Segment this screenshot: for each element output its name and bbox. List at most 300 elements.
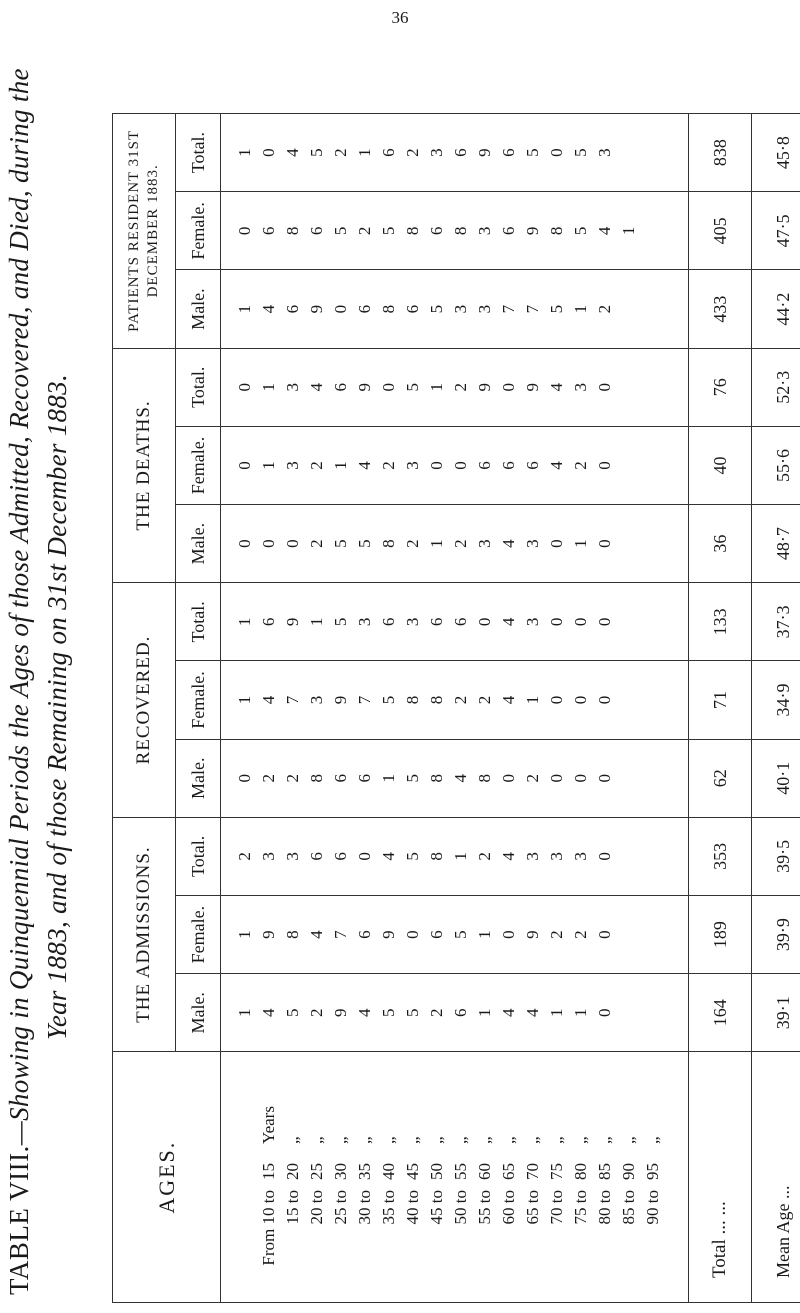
table-cell: 8 bbox=[475, 773, 494, 783]
column-rem_t bbox=[221, 114, 689, 192]
table-cell: 0 bbox=[235, 461, 254, 470]
total-value: 405 bbox=[689, 192, 752, 270]
age-from: 60 to bbox=[498, 1190, 518, 1225]
table-cell: 4 bbox=[283, 148, 302, 157]
table-cell: 1 bbox=[427, 383, 446, 392]
ages-header: AGES. bbox=[113, 1052, 221, 1303]
mean-age-value: 39·9 bbox=[752, 896, 800, 974]
table-cell: 1 bbox=[259, 461, 278, 470]
total-value: 71 bbox=[689, 661, 752, 739]
table-cell: 0 bbox=[595, 1008, 614, 1018]
table-cell: 0 bbox=[595, 617, 614, 627]
table-cell: 3 bbox=[547, 852, 566, 861]
total-header: Total. bbox=[176, 817, 221, 895]
age-to: 55 bbox=[450, 1163, 470, 1180]
table-cell: 8 bbox=[307, 773, 326, 783]
age-to: 20 bbox=[282, 1163, 302, 1180]
table-cell: 3 bbox=[259, 852, 278, 861]
table-cell: 4 bbox=[307, 930, 326, 939]
age-unit: „ bbox=[306, 1136, 326, 1144]
table-cell: 0 bbox=[547, 773, 566, 783]
table-cell: 1 bbox=[571, 539, 590, 548]
table-cell: 4 bbox=[595, 226, 614, 236]
age-ranges-cell bbox=[221, 1052, 689, 1303]
age-to: 95 bbox=[642, 1163, 662, 1180]
table-cell: 5 bbox=[403, 1008, 422, 1018]
column-adm_f bbox=[221, 896, 689, 974]
table-cell: 3 bbox=[523, 852, 542, 861]
table-cell: 8 bbox=[379, 539, 398, 548]
age-range-row bbox=[569, 1052, 593, 1302]
recovered-header: RECOVERED. bbox=[113, 583, 176, 818]
table-cell: 9 bbox=[331, 695, 350, 705]
table-cell: 4 bbox=[259, 1008, 278, 1018]
table-cell: 0 bbox=[499, 773, 518, 783]
table-cell: 2 bbox=[283, 773, 302, 783]
table-cell: 3 bbox=[283, 461, 302, 470]
mean-age-value: 47·5 bbox=[752, 192, 800, 270]
remaining-header: PATIENTS RESIDENT 31ST DECEMBER 1883. bbox=[113, 114, 176, 349]
table-cell: 0 bbox=[475, 617, 494, 627]
total-header: Total. bbox=[176, 348, 221, 426]
table-cell: 6 bbox=[259, 617, 278, 627]
table-cell: 6 bbox=[451, 1008, 470, 1018]
table-cell: 4 bbox=[547, 383, 566, 392]
age-range-row bbox=[425, 1052, 449, 1302]
table-cell: 1 bbox=[235, 304, 254, 314]
table-cell: 0 bbox=[235, 539, 254, 548]
table-cell: 8 bbox=[451, 226, 470, 236]
mean-age-label: Mean Age ... bbox=[752, 1052, 800, 1303]
table-cell: 2 bbox=[475, 852, 494, 861]
table-cell: 2 bbox=[427, 1008, 446, 1018]
table-cell bbox=[617, 583, 641, 660]
age-unit: „ bbox=[642, 1136, 662, 1144]
age-from: 80 to bbox=[594, 1190, 614, 1225]
age-to: 35 bbox=[354, 1163, 374, 1180]
age-from: 35 to bbox=[378, 1190, 398, 1225]
table-cell: 3 bbox=[283, 852, 302, 861]
table-cell: 6 bbox=[451, 617, 470, 627]
table-cell: 3 bbox=[307, 695, 326, 705]
table-cell: 6 bbox=[427, 617, 446, 627]
table-cell: 6 bbox=[355, 773, 374, 783]
age-from: From 10 to bbox=[258, 1190, 278, 1266]
table-cell: 1 bbox=[235, 617, 254, 627]
table-cell: 9 bbox=[355, 383, 374, 392]
female-header: Female. bbox=[176, 426, 221, 504]
mean-age-value: 34·9 bbox=[752, 661, 800, 739]
table-cell: 4 bbox=[499, 695, 518, 705]
table-cell: 9 bbox=[331, 1008, 350, 1018]
table-cell: 2 bbox=[451, 539, 470, 548]
table-cell: 0 bbox=[235, 383, 254, 392]
age-unit: „ bbox=[546, 1136, 566, 1144]
age-unit: „ bbox=[522, 1136, 542, 1144]
mean-age-value: 39·5 bbox=[752, 817, 800, 895]
table-cell: 2 bbox=[307, 461, 326, 470]
table-cell: 0 bbox=[595, 695, 614, 705]
table-cell: 1 bbox=[571, 1008, 590, 1018]
table-cell: 5 bbox=[283, 1008, 302, 1018]
table-cell: 5 bbox=[523, 148, 542, 157]
table-cell: 0 bbox=[595, 773, 614, 783]
table-cell: 8 bbox=[427, 695, 446, 705]
age-from: 75 to bbox=[570, 1190, 590, 1225]
total-header: Total. bbox=[176, 114, 221, 192]
table-cell: 0 bbox=[595, 539, 614, 548]
table-cell: 5 bbox=[571, 226, 590, 236]
column-adm_t bbox=[221, 817, 689, 895]
table-cell: 7 bbox=[283, 695, 302, 705]
table-cell: 1 bbox=[427, 539, 446, 548]
column-dth_m bbox=[221, 505, 689, 583]
age-to: 65 bbox=[498, 1163, 518, 1180]
table-cell: 6 bbox=[355, 930, 374, 939]
age-from: 25 to bbox=[330, 1190, 350, 1225]
table-cell: 3 bbox=[523, 617, 542, 627]
table-cell: 1 bbox=[331, 461, 350, 470]
table-cell: 5 bbox=[403, 773, 422, 783]
deaths-header: THE DEATHS. bbox=[113, 348, 176, 583]
table-cell: 3 bbox=[355, 617, 374, 627]
table-cell: 7 bbox=[523, 304, 542, 314]
table-number: TABLE VIII. bbox=[4, 1145, 34, 1295]
table-cell: 6 bbox=[403, 304, 422, 314]
table-cell: 0 bbox=[259, 148, 278, 157]
table-cell: 4 bbox=[451, 773, 470, 783]
table-cell: 0 bbox=[547, 695, 566, 705]
page-number: 36 bbox=[391, 8, 409, 27]
total-label: Total ... ... bbox=[689, 1052, 752, 1303]
table-cell: 1 bbox=[235, 930, 254, 939]
age-range-row bbox=[329, 1052, 353, 1302]
total-value: 133 bbox=[689, 583, 752, 661]
age-unit: „ bbox=[282, 1136, 302, 1144]
age-to: 50 bbox=[426, 1163, 446, 1180]
column-dth_f bbox=[221, 426, 689, 504]
age-range-row bbox=[353, 1052, 377, 1302]
total-value: 433 bbox=[689, 270, 752, 348]
table-cell: 0 bbox=[571, 617, 590, 627]
table-cell: 6 bbox=[355, 304, 374, 314]
age-from: 30 to bbox=[354, 1190, 374, 1225]
male-header: Male. bbox=[176, 270, 221, 348]
age-unit: Years bbox=[258, 1106, 278, 1144]
age-to: 45 bbox=[402, 1163, 422, 1180]
table-cell: 2 bbox=[307, 539, 326, 548]
total-value: 164 bbox=[689, 974, 752, 1052]
age-to: 70 bbox=[522, 1163, 542, 1180]
table-cell: 0 bbox=[571, 773, 590, 783]
table-cell: 0 bbox=[283, 539, 302, 548]
age-unit: „ bbox=[474, 1136, 494, 1144]
table-cell: 5 bbox=[355, 539, 374, 548]
mean-age-value: 55·6 bbox=[752, 426, 800, 504]
column-dth_t bbox=[221, 348, 689, 426]
mean-age-value: 52·3 bbox=[752, 348, 800, 426]
table-cell: 8 bbox=[403, 226, 422, 236]
table-cell: 2 bbox=[259, 773, 278, 783]
age-from: 55 to bbox=[474, 1190, 494, 1225]
table-cell: 2 bbox=[451, 383, 470, 392]
table-cell: 8 bbox=[403, 695, 422, 705]
table-cell: 0 bbox=[547, 539, 566, 548]
total-value: 36 bbox=[689, 505, 752, 583]
table-cell: 8 bbox=[283, 226, 302, 236]
table-cell: 4 bbox=[547, 461, 566, 470]
table-cell: 2 bbox=[403, 148, 422, 157]
age-unit: „ bbox=[570, 1136, 590, 1144]
table-cell: 9 bbox=[379, 930, 398, 939]
table-cell: 1 bbox=[355, 148, 374, 157]
table-cell: 3 bbox=[283, 383, 302, 392]
table-cell: 3 bbox=[571, 852, 590, 861]
table-cell: 0 bbox=[235, 773, 254, 783]
table-cell: 5 bbox=[307, 148, 326, 157]
table-cell: 4 bbox=[259, 695, 278, 705]
table-cell: 6 bbox=[307, 852, 326, 861]
table-cell: 4 bbox=[499, 539, 518, 548]
table-cell: 5 bbox=[331, 226, 350, 236]
table-cell: 6 bbox=[499, 226, 518, 236]
age-range-row bbox=[617, 1052, 641, 1302]
table-cell: 3 bbox=[595, 148, 614, 157]
total-value: 189 bbox=[689, 896, 752, 974]
column-rec_t bbox=[221, 583, 689, 661]
age-to: 75 bbox=[546, 1163, 566, 1180]
table-cell: 0 bbox=[427, 461, 446, 470]
age-range-row bbox=[305, 1052, 329, 1302]
age-from: 90 to bbox=[642, 1190, 662, 1225]
table-cell: 1 bbox=[235, 148, 254, 157]
table-cell: 4 bbox=[499, 1008, 518, 1018]
table-cell: 4 bbox=[379, 852, 398, 861]
table-cell: 2 bbox=[571, 461, 590, 470]
column-rem_f bbox=[221, 192, 689, 270]
male-header: Male. bbox=[176, 739, 221, 817]
mean-age-value: 37·3 bbox=[752, 583, 800, 661]
table-cell bbox=[617, 661, 641, 738]
age-from: 15 to bbox=[282, 1190, 302, 1225]
table-cell: 2 bbox=[331, 148, 350, 157]
table-cell: 6 bbox=[331, 773, 350, 783]
age-to: 25 bbox=[306, 1163, 326, 1180]
age-from: 65 to bbox=[522, 1190, 542, 1225]
age-to: 80 bbox=[570, 1163, 590, 1180]
total-value: 62 bbox=[689, 739, 752, 817]
age-range-row bbox=[497, 1052, 521, 1302]
total-value: 838 bbox=[689, 114, 752, 192]
age-to: 85 bbox=[594, 1163, 614, 1180]
age-range-row bbox=[593, 1052, 617, 1302]
table-cell: 6 bbox=[523, 461, 542, 470]
total-value: 40 bbox=[689, 426, 752, 504]
table-cell bbox=[617, 740, 641, 817]
table-cell: 2 bbox=[595, 304, 614, 314]
table-cell: 9 bbox=[307, 304, 326, 314]
table-cell: 3 bbox=[427, 148, 446, 157]
table-cell: 0 bbox=[595, 383, 614, 392]
male-header: Male. bbox=[176, 974, 221, 1052]
table-cell bbox=[617, 114, 641, 191]
table-cell: 1 bbox=[475, 1008, 494, 1018]
table-cell: 1 bbox=[619, 226, 638, 236]
female-header: Female. bbox=[176, 896, 221, 974]
mean-age-value: 48·7 bbox=[752, 505, 800, 583]
table-cell: 9 bbox=[259, 930, 278, 939]
table-cell: 0 bbox=[595, 852, 614, 861]
table-cell: 0 bbox=[595, 461, 614, 470]
table-cell: 3 bbox=[451, 304, 470, 314]
age-to: 15 bbox=[258, 1163, 278, 1180]
age-unit: „ bbox=[354, 1136, 374, 1144]
age-unit: „ bbox=[618, 1136, 638, 1144]
age-to: 90 bbox=[618, 1163, 638, 1180]
table-cell: 0 bbox=[259, 539, 278, 548]
table-cell: 6 bbox=[307, 226, 326, 236]
table-cell: 4 bbox=[307, 383, 326, 392]
table-cell: 3 bbox=[571, 383, 590, 392]
table-cell: 1 bbox=[547, 1008, 566, 1018]
age-unit: „ bbox=[450, 1136, 470, 1144]
total-row bbox=[689, 114, 752, 1303]
table-cell: 2 bbox=[355, 226, 374, 236]
table-cell: 0 bbox=[235, 226, 254, 236]
age-to: 30 bbox=[330, 1163, 350, 1180]
table-cell: 8 bbox=[427, 852, 446, 861]
age-from: 85 to bbox=[618, 1190, 638, 1225]
table-cell: 3 bbox=[523, 539, 542, 548]
mean-age-value: 40·1 bbox=[752, 739, 800, 817]
table-cell bbox=[617, 270, 641, 347]
column-rec_m bbox=[221, 739, 689, 817]
table-cell: 1 bbox=[379, 773, 398, 783]
age-range-row bbox=[521, 1052, 545, 1302]
table-cell: 9 bbox=[283, 617, 302, 627]
age-range-row bbox=[473, 1052, 497, 1302]
table-cell: 1 bbox=[259, 383, 278, 392]
table-title-text: —Showing in Quinquennial Periods the Ages of those Admitted, Recovered, and Died, during the bbox=[4, 68, 34, 1146]
total-value: 353 bbox=[689, 817, 752, 895]
table-cell: 6 bbox=[427, 930, 446, 939]
table-cell: 5 bbox=[403, 383, 422, 392]
age-unit: „ bbox=[426, 1136, 446, 1144]
table-cell: 0 bbox=[595, 930, 614, 939]
table-cell: 7 bbox=[355, 695, 374, 705]
table-cell: 5 bbox=[427, 304, 446, 314]
table-cell: 7 bbox=[499, 304, 518, 314]
table-cell: 8 bbox=[547, 226, 566, 236]
table-cell: 0 bbox=[451, 461, 470, 470]
table-cell bbox=[617, 974, 641, 1051]
table-cell: 1 bbox=[523, 695, 542, 705]
age-from: 70 to bbox=[546, 1190, 566, 1225]
table-body-row bbox=[221, 114, 689, 1303]
column-rem_m bbox=[221, 270, 689, 348]
table-cell: 0 bbox=[331, 304, 350, 314]
table-cell: 5 bbox=[571, 148, 590, 157]
table-cell: 3 bbox=[475, 539, 494, 548]
table-cell: 8 bbox=[379, 304, 398, 314]
table-cell: 0 bbox=[355, 852, 374, 861]
age-unit: „ bbox=[498, 1136, 518, 1144]
table-cell: 0 bbox=[403, 930, 422, 939]
table-cell: 6 bbox=[379, 148, 398, 157]
table-cell: 9 bbox=[475, 148, 494, 157]
table-cell: 5 bbox=[547, 304, 566, 314]
age-range-row bbox=[641, 1052, 665, 1302]
column-adm_m bbox=[221, 974, 689, 1052]
table-cell: 9 bbox=[523, 930, 542, 939]
table-cell: 0 bbox=[499, 930, 518, 939]
table-cell bbox=[617, 427, 641, 504]
table-cell: 6 bbox=[331, 852, 350, 861]
table-cell: 4 bbox=[499, 617, 518, 627]
table-cell: 1 bbox=[571, 304, 590, 314]
table-cell: 6 bbox=[427, 226, 446, 236]
table-cell: 4 bbox=[523, 1008, 542, 1018]
table-cell: 6 bbox=[331, 383, 350, 392]
table-cell: 0 bbox=[571, 695, 590, 705]
table-cell: 5 bbox=[331, 539, 350, 548]
age-range-row bbox=[545, 1052, 569, 1302]
table-cell: 0 bbox=[547, 617, 566, 627]
table-cell: 5 bbox=[403, 852, 422, 861]
age-from: 20 to bbox=[306, 1190, 326, 1225]
table-cell: 1 bbox=[475, 930, 494, 939]
table-cell: 2 bbox=[235, 852, 254, 861]
mean-age-value: 44·2 bbox=[752, 270, 800, 348]
admissions-header: THE ADMISSIONS. bbox=[113, 817, 176, 1052]
age-range-row bbox=[401, 1052, 425, 1302]
table-cell: 1 bbox=[235, 1008, 254, 1018]
table-cell: 9 bbox=[523, 226, 542, 236]
mean-age-row bbox=[752, 114, 800, 1303]
column-rec_f bbox=[221, 661, 689, 739]
table-cell: 1 bbox=[235, 695, 254, 705]
table-cell: 4 bbox=[259, 304, 278, 314]
age-from: 40 to bbox=[402, 1190, 422, 1225]
table-cell: 8 bbox=[283, 930, 302, 939]
age-unit: „ bbox=[594, 1136, 614, 1144]
table-cell: 2 bbox=[475, 695, 494, 705]
age-to: 60 bbox=[474, 1163, 494, 1180]
table-cell: 5 bbox=[379, 695, 398, 705]
table-cell: 3 bbox=[403, 617, 422, 627]
table-cell bbox=[617, 896, 641, 973]
table-cell: 5 bbox=[451, 930, 470, 939]
age-range-row bbox=[281, 1052, 305, 1302]
table-cell: 5 bbox=[331, 617, 350, 627]
total-value: 76 bbox=[689, 348, 752, 426]
table-cell: 6 bbox=[499, 461, 518, 470]
table-cell: 4 bbox=[355, 1008, 374, 1018]
table-cell: 6 bbox=[451, 148, 470, 157]
age-unit: „ bbox=[378, 1136, 398, 1144]
table-cell: 0 bbox=[379, 383, 398, 392]
mean-age-value: 39·1 bbox=[752, 974, 800, 1052]
table-cell: 1 bbox=[451, 852, 470, 861]
total-header: Total. bbox=[176, 583, 221, 661]
age-from: 45 to bbox=[426, 1190, 446, 1225]
table-cell: 3 bbox=[475, 226, 494, 236]
male-header: Male. bbox=[176, 505, 221, 583]
table-cell bbox=[617, 505, 641, 582]
table-cell: 9 bbox=[475, 383, 494, 392]
age-range-row bbox=[449, 1052, 473, 1302]
table-cell bbox=[617, 818, 641, 895]
